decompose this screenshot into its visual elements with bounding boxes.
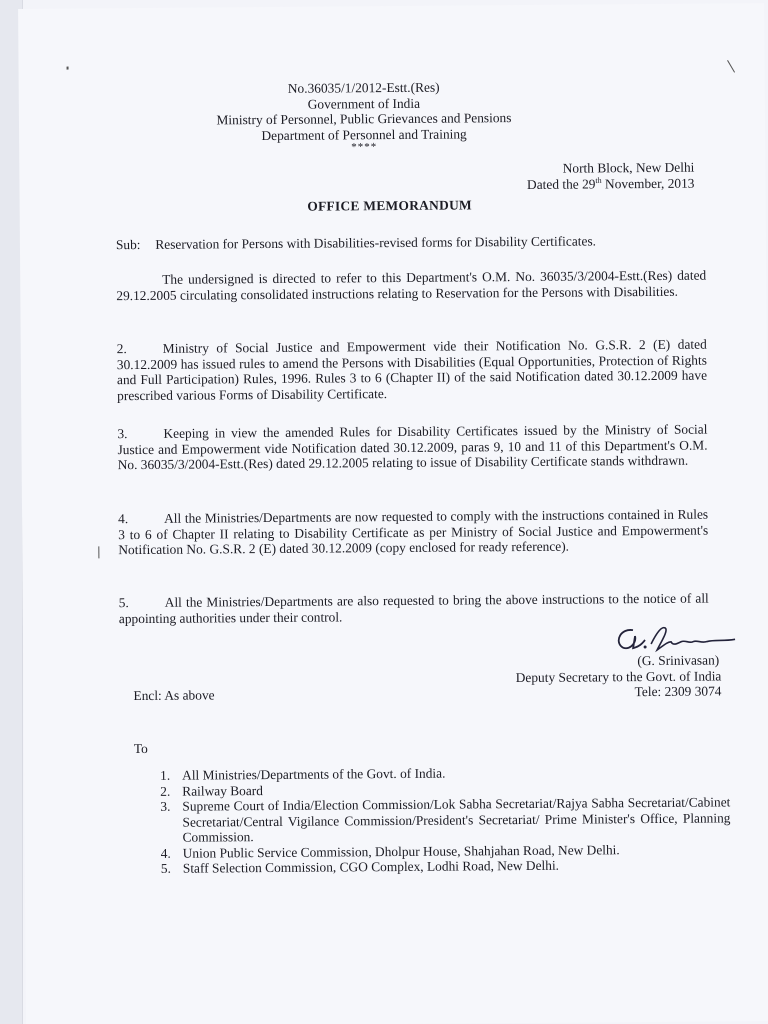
recipient-list bbox=[160, 763, 731, 876]
signatory-designation: Deputy Secretary to the Govt. of India bbox=[515, 667, 722, 685]
memorandum-sheet bbox=[18, 3, 768, 1024]
ministry-line: Ministry of Personnel, Public Grievances and Pensions bbox=[216, 110, 512, 128]
paragraph-4: 4. All the Ministries/Departments are now requested to comply with the instructions contained in Rules 3 to 6 of Chapter II relating to Disability Certificate as per Ministry of Social Justice and Empowerment's Notification No. G.S.R. 2 (E) dated 30.12.2009 (copy enclosed for ready reference). bbox=[118, 506, 709, 558]
place-date bbox=[419, 160, 694, 193]
scan-speck bbox=[727, 60, 735, 73]
subject-text: Reservation for Persons with Disabilities-revised forms for Disability Certificates. bbox=[155, 233, 597, 252]
paragraph-2: 2. Ministry of Social Justice and Empowerment vide their Notification No. G.S.R. 2 (E) dated 30.12.2009 has issued rules to amend the Persons with Disabilities (Equal Opportunities, Protection of Rights and Full Participation) Rules, 1996. Rules 3 to 6 (Chapter II) of the said Notification dated 30.12.2009 have prescribed various Forms of Disability Certificate. bbox=[116, 336, 708, 403]
paragraph-1: The undersigned is directed to refer to this Department's O.M. No. 36035/3/2004-Estt.(Res) dated 29.12.2005 circulating consolidated instructions relating to Reservation for the Persons with Disabilities. bbox=[116, 267, 707, 303]
letter-header bbox=[159, 79, 570, 155]
paragraph-5: 5. All the Ministries/Departments are also requested to bring the above instructions to the notice of all appointing authorities under their control. bbox=[118, 590, 709, 626]
department-line: Department of Personnel and Training bbox=[261, 125, 467, 143]
scan-speck bbox=[98, 546, 99, 558]
subject-label: Sub: bbox=[115, 236, 141, 253]
recipient-item: 3. Supreme Court of India/Election Commission/Lok Sabha Secretariat/Rajya Sabha Secretariat/Cabinet Secretariat/Central Vigilance Commission/President's Secretariat/ Prime Minister's Office, Planning Commission. bbox=[160, 794, 731, 845]
government-line: Government of India bbox=[307, 95, 421, 112]
memo-title: OFFICE MEMORANDUM bbox=[307, 197, 473, 214]
recipient-item: 2. Railway Board bbox=[160, 782, 263, 799]
date: Dated the 29th November, 2013 bbox=[526, 175, 695, 192]
signatory-telephone: Tele: 2309 3074 bbox=[634, 683, 722, 700]
handwritten-signature bbox=[611, 621, 741, 656]
recipient-item: 5. Staff Selection Commission, CGO Complex, Lodhi Road, New Delhi. bbox=[160, 857, 560, 876]
scan-speck bbox=[67, 67, 69, 70]
recipient-item: 1. All Ministries/Departments of the Govt. of India. bbox=[160, 765, 446, 783]
to-label: To bbox=[133, 740, 148, 757]
file-number: No.36035/1/2012-Estt.(Res) bbox=[287, 79, 440, 96]
subject-line bbox=[116, 232, 716, 252]
signatory-name: (G. Srinivasan) bbox=[637, 652, 720, 669]
recipient-item: 4. Union Public Service Commission, Dholpur House, Shahjahan Road, New Delhi. bbox=[160, 841, 620, 861]
signature-block bbox=[453, 652, 721, 701]
enclosure-note: Encl: As above bbox=[133, 687, 215, 704]
paragraph-3: 3. Keeping in view the amended Rules for Disability Certificates issued by the Ministry of Social Justice and Empowerment vide Notification dated 30.12.2009, paras 9, 10 and 11 of this Department's O.M. No. 36035/3/2004-Estt.(Res) dated 29.12.2005 relating to issue of Disability Certificate stands withdrawn. bbox=[117, 421, 708, 473]
header-stars: **** bbox=[351, 141, 378, 154]
place: North Block, New Delhi bbox=[562, 159, 695, 176]
